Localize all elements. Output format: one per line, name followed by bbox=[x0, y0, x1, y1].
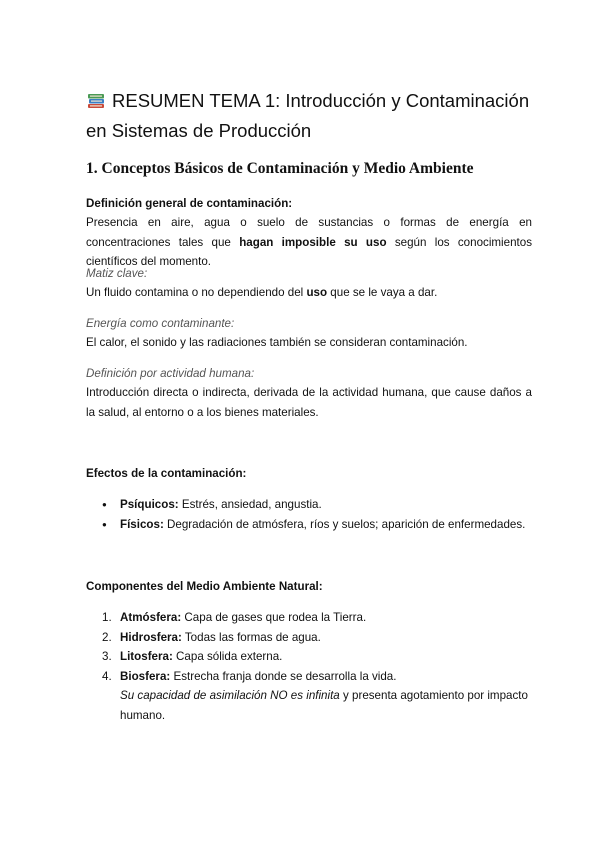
componente-desc: Todas las formas de agua. bbox=[181, 630, 321, 644]
definition-text-bold: hagan imposible su uso bbox=[239, 235, 387, 249]
componente-term: Biosfera: bbox=[120, 669, 171, 683]
energia-text: El calor, el sonido y las radiaciones también se consideran contaminación. bbox=[86, 336, 468, 349]
title-line2: en Sistemas de Producción bbox=[86, 120, 312, 141]
efecto-term: Físicos: bbox=[120, 517, 164, 531]
componentes-note bbox=[86, 686, 532, 725]
title-line1: RESUMEN TEMA 1: Introducción y Contaminación bbox=[112, 90, 530, 111]
matiz-text bbox=[86, 283, 532, 303]
componente-desc: Capa sólida externa. bbox=[172, 650, 283, 663]
efecto-desc: Estrés, ansiedad, angustia. bbox=[178, 498, 322, 511]
books-icon bbox=[86, 90, 106, 110]
list-item bbox=[86, 608, 532, 628]
efecto-term: Psíquicos: bbox=[120, 498, 179, 511]
actividad-text: Introducción directa o indirecta, derivada de la actividad humana, que cause daños a la salud, al entorno o a los bienes materiales. bbox=[86, 386, 532, 419]
definition-text bbox=[86, 213, 532, 272]
item-number: 4. bbox=[102, 669, 112, 683]
list-item bbox=[86, 647, 532, 667]
page-title bbox=[86, 86, 532, 146]
item-number: 3. bbox=[102, 650, 112, 663]
list-item bbox=[86, 515, 532, 535]
componentes-list bbox=[86, 608, 532, 725]
efectos-list bbox=[86, 495, 532, 534]
componentes-heading: Componentes del Medio Ambiente Natural: bbox=[86, 580, 323, 593]
efectos-heading: Efectos de la contaminación: bbox=[86, 467, 247, 480]
list-item bbox=[86, 628, 532, 648]
componente-term: Litosfera: bbox=[120, 650, 173, 663]
item-number: 1. bbox=[102, 611, 112, 624]
section-heading: 1. Conceptos Básicos de Contaminación y Medio Ambiente bbox=[86, 160, 474, 177]
energia-label: Energía como contaminante: bbox=[86, 317, 235, 330]
item-number: 2. bbox=[102, 630, 112, 644]
definition-text-after: según los conocimientos científicos del momento. bbox=[86, 235, 532, 268]
definition-text-before: Presencia en aire, agua o suelo de sustancias o formas de energía en concentraciones tales que bbox=[86, 216, 532, 249]
componente-term: Hidrosfera: bbox=[120, 630, 182, 644]
componente-desc: Capa de gases que rodea la Tierra. bbox=[181, 611, 367, 624]
componente-term: Atmósfera: bbox=[120, 611, 182, 624]
matiz-text-after: que se le vaya a dar. bbox=[327, 286, 438, 299]
note-rest: y presenta agotamiento por impacto humano. bbox=[120, 689, 528, 722]
matiz-label: Matiz clave: bbox=[86, 267, 148, 280]
note-italic: Su capacidad de asimilación NO es infinita bbox=[120, 689, 340, 702]
matiz-text-bold: uso bbox=[306, 286, 328, 299]
list-item bbox=[86, 495, 532, 515]
actividad-label: Definición por actividad humana: bbox=[86, 367, 255, 380]
list-item bbox=[86, 667, 532, 687]
efecto-desc: Degradación de atmósfera, ríos y suelos; aparición de enfermedades. bbox=[163, 517, 526, 531]
definition-label: Definición general de contaminación: bbox=[86, 197, 293, 210]
matiz-text-before: Un fluido contamina o no dependiendo del bbox=[86, 286, 307, 299]
componente-desc: Estrecha franja donde se desarrolla la vida. bbox=[170, 669, 397, 683]
